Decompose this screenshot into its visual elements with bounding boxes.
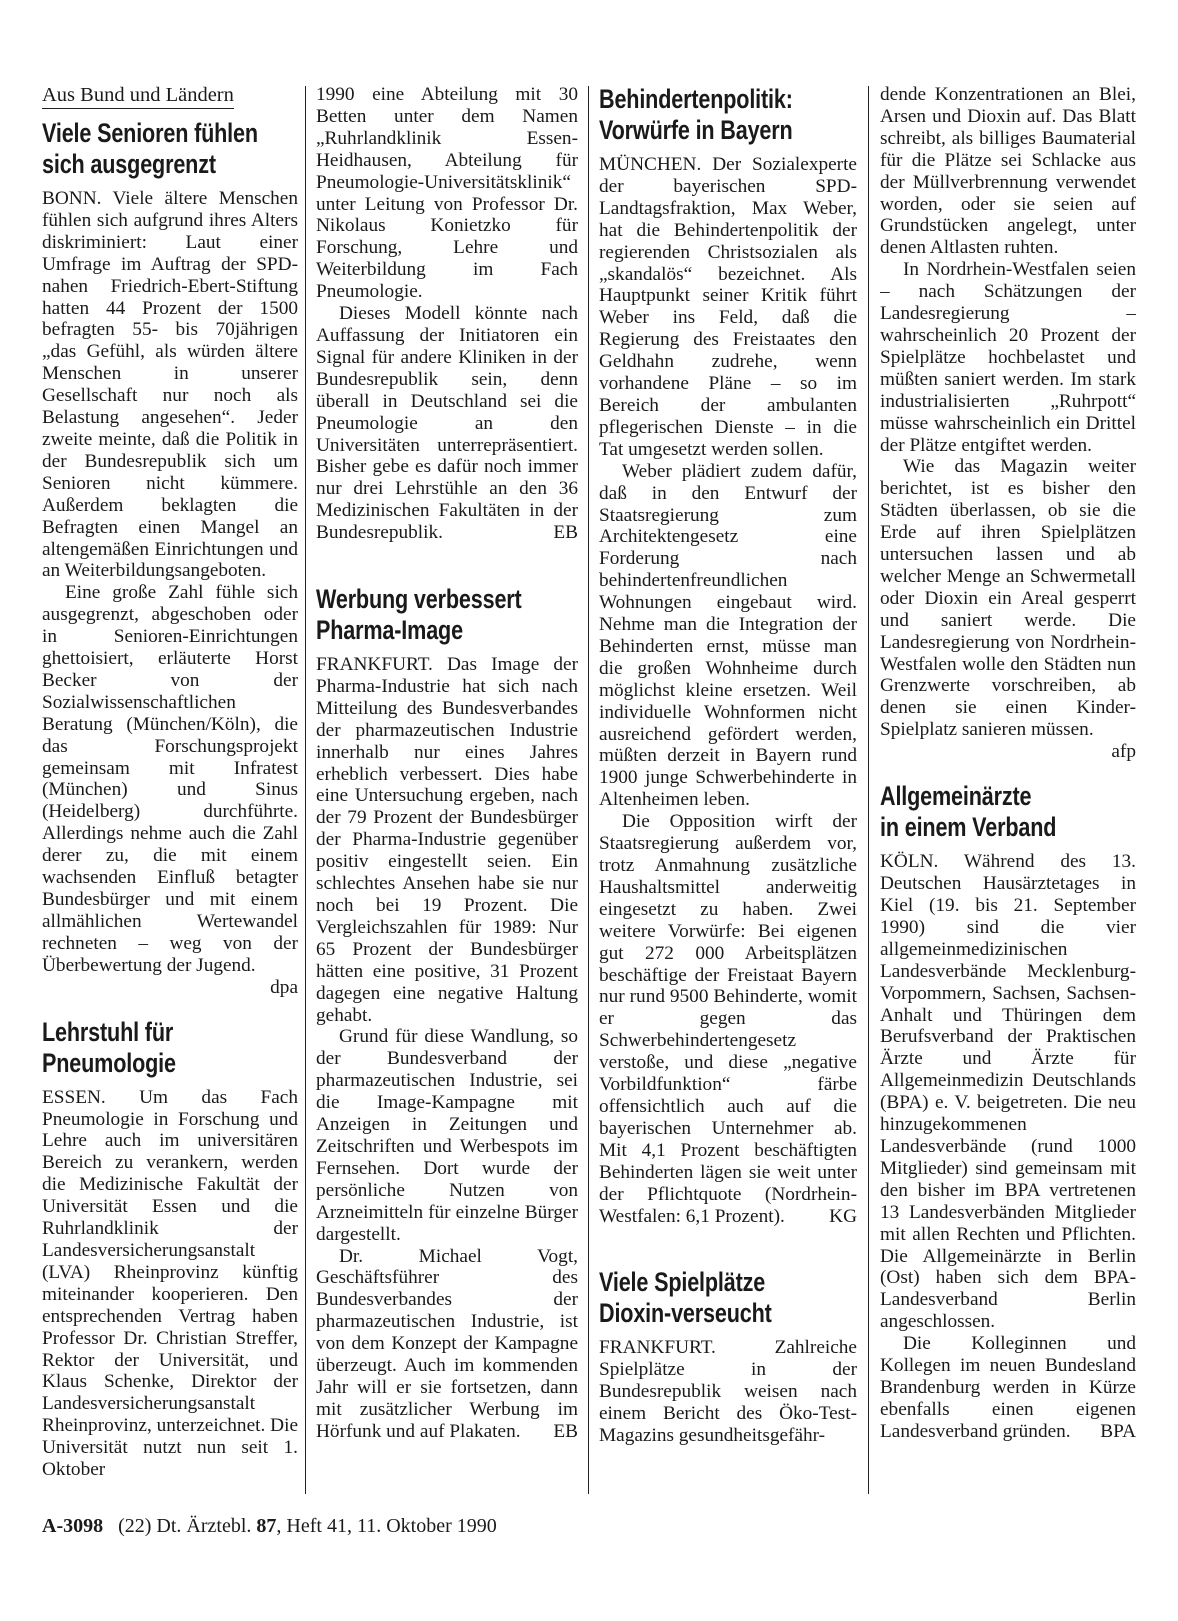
article-senioren: BONN. Viele ältere Menschen fühlen sich aufgrund ihres Alters diskriminiert: Laut einer Umfrage im Auftrag der SPD-nahen Friedrich-Ebert-Stiftung hatten 44 Prozent der 1500 befragten 55- bis 70jährigen „das Gefühl, als würden ältere Menschen in unserer Gesellschaft nur noch als Belastung angesehen“. Jeder zweite meinte, daß die Politik in der Bundesrepublik sich um Senioren nicht kümmere. Außerdem beklagten die Befragten einen Mangel an altengemäßen Einrichtungen und an Weiterbildungsangeboten. Eine große Zahl fühle sich ausgegrenzt, abgeschoben oder in Senioren-Einrichtungen ghettoisiert, erläuterte Horst Becker von der Sozialwissenschaftlichen Beratung (München/Köln), die das Forschungsprojekt gemeinsam mit Infratest (München) und Sinus (Heidelberg) durchführte. Allerdings nehme auch die Zahl derer zu, die mit einem wachsenden Einfluß betagter Bundesbürger und mit einem allmählichen Wertewandel rechneten – weg von der Überbewertung der Jugend. dpa <box>42 188 298 998</box>
volume-number: 87 <box>256 1515 277 1537</box>
issue-date: , Heft 41, 11. Oktober 1990 <box>276 1515 497 1537</box>
headline-pneumologie: Lehrstuhl für Pneumologie <box>42 1016 176 1078</box>
article-behinderte: MÜNCHEN. Der Sozialexperte der bayerischen SPD-Landtagsfraktion, Max Weber, hat die Behindertenpolitik der regierenden Christsozialen als „skandalös“ bezeichnet. Als Hauptpunkt seiner Kritik führt Weber ins Feld, daß die Regierung des Freistaates den Geldhahn zudrehe, wenn vorhandene Pläne – so im Bereich der ambulanten pflegerischen Dienste – in die Tat umgesetzt werden sollen. Weber plädiert zudem dafür, daß in den Entwurf der Staatsregierung zum Architektengesetz eine Forderung nach behindertenfreundlichen Wohnungen eingebaut wird. Nehme man die Integration der Behinderten ernst, müsse man die großen Wohnheime durch möglichst kleine ersetzen. Weil individuelle Wohnformen nicht ausreichend gefördert werden, müßten derzeit in Bayern rund 1900 junge Schwerbehinderte in Altenheimen leben. Die Opposition wirft der Staatsregierung außerdem vor, trotz Anmahnung zusätzliche Haushaltsmittel anderweitig eingesetzt zu haben. Zwei weitere Vorwürfe: Bei eigenen gut 272 000 Arbeitsplätzen beschäftige der Freistaat Bayern nur rund 9500 Behinderte, womit er gegen das Schwerbehindertengesetz verstoße, und diese „negative Vorbildfunktion“ färbe offensichtlich auch auf die bayerischen Unternehmer ab. Mit 4,1 Prozent beschäftigten Behinderten lägen sie weit unter der Pflichtquote (Nordrhein-Westfalen: 6,1 Prozent). KG <box>599 154 857 1227</box>
article-pneumologie-part1: ESSEN. Um das Fach Pneumologie in Forschung und Lehre auch im universitären Bereich zu verankern, werden die Medizinische Fakultät der Universität Essen und die Ruhrlandklinik der Landesversicherungsanstalt (LVA) Rheinprovinz künftig miteinander kooperieren. Den entsprechenden Vertrag haben Professor Dr. Christian Streffer, Rektor der Universität, und Klaus Schenke, Direktor der Landesversicherungsanstalt Rheinprovinz, unterzeichnet. Die Universität nutzt nun seit 1. Oktober <box>42 1086 298 1481</box>
signature: BPA <box>1100 1420 1136 1442</box>
column-rule-3 <box>868 86 869 1494</box>
signature: EB <box>553 522 578 544</box>
column-1 <box>42 84 298 1494</box>
column-rule-2 <box>588 86 589 1494</box>
article-spielplaetze-part1: FRANKFURT. Zahlreiche Spielplätze in der Bundesrepublik weisen nach einem Bericht des Öko-Test-Magazins gesundheitsgefähr- <box>599 1337 857 1447</box>
signature: afp <box>1111 741 1136 763</box>
journal-ref: (22) Dt. Ärztebl. <box>118 1515 252 1537</box>
section-label: Aus Bund und Ländern <box>42 84 234 109</box>
article-allgemeinaerzte: KÖLN. Während des 13. Deutschen Hausärztetages in Kiel (19. bis 21. September 1990) sind die vier allgemeinmedizinischen Landesverbände Mecklenburg-Vorpommern, Sachsen, Sachsen-Anhalt und Thüringen dem Berufsverband der Praktischen Ärzte und Ärzte für Allgemeinmedizin Deutschlands (BPA) e. V. beigetreten. Die neu hinzugekommenen Landesverbände (rund 1000 Mitglieder) sind gemeinsam mit den bisher im BPA vertretenen 13 Landesverbänden Mitglieder mit allen Rechten und Pflichten. Die Allgemeinärzte in Berlin (Ost) haben sich dem BPA-Landesverband Berlin angeschlossen. Die Kolleginnen und Kollegen im neuen Bundesland Brandenburg werden in Kürze ebenfalls einen eigenen Landesverband gründen. BPA <box>880 851 1136 1442</box>
column-4 <box>880 84 1136 1494</box>
signature: EB <box>553 1420 578 1442</box>
headline-behinderte: Behindertenpolitik: Vorwürfe in Bayern <box>599 84 793 145</box>
headline-senioren: Viele Senioren fühlen sich ausgegrenzt <box>42 118 258 179</box>
article-spielplaetze-part2: dende Konzentrationen an Blei, Arsen und Dioxin auf. Das Blatt schreibt, als billiges Baumaterial für die Plätze sei Schlacke aus der Müllverbrennung verwendet worden, oder sie seien auf Grundstücken angelegt, unter denen Altlasten ruhten. In Nordrhein-Westfalen seien – nach Schätzungen der Landesregierung – wahrscheinlich 20 Prozent der Spielplätze hochbelastet und müßten saniert werden. Im stark industrialisierten „Ruhrpott“ müsse wahrscheinlich ein Drittel der Plätze entgiftet werden. Wie das Magazin weiter berichtet, ist es bisher den Städten überlassen, ob sie die Erde auf ihren Spielplätzen untersuchen lassen und ab welcher Menge an Schwermetall oder Dioxin ein Areal gesperrt und saniert werde. Die Landesregierung von Nordrhein-Westfalen wolle den Städten nun Grenzwerte vorschreiben, ab denen sie einen Kinder-Spielplatz sanieren müssen. afp <box>880 84 1136 763</box>
page-number: A-3098 <box>42 1515 104 1537</box>
signature: KG <box>829 1205 857 1227</box>
signature: dpa <box>270 976 298 998</box>
page-footer <box>42 1515 497 1538</box>
headline-pharma: Werbung verbessert Pharma-Image <box>316 584 522 646</box>
headline-allgemeinaerzte: Allgemeinärzte in einem Verband <box>880 781 1057 843</box>
column-rule-1 <box>305 86 306 1494</box>
article-pharma: FRANKFURT. Das Image der Pharma-Industrie hat sich nach Mitteilung des Bundesverbandes der pharmazeutischen Industrie innerhalb nur eines Jahres erheblich verbessert. Dies habe eine Untersuchung ergeben, nach der 79 Prozent der Bundesbürger der Pharma-Industrie gegenüber positiv eingestellt seien. Ein schlechtes Ansehen habe sie nur noch bei 19 Prozent. Die Vergleichszahlen für 1989: Nur 65 Prozent der Bundesbürger hätten eine positive, 31 Prozent dagegen eine negative Haltung gehabt. Grund für diese Wandlung, so der Bundesverband der pharmazeutischen Industrie, sei die Image-Kampagne mit Anzeigen in Zeitungen und Zeitschriften und Werbespots im Fernsehen. Dort wurde der persönliche Nutzen von Arzneimitteln für einzelne Bürger dargestellt. Dr. Michael Vogt, Geschäftsführer des Bundesverbandes der pharmazeutischen Industrie, ist von dem Konzept der Kampagne überzeugt. Auch im kommenden Jahr will er sie fortsetzen, dann mit zusätzlicher Werbung im Hörfunk und auf Plakaten. EB <box>316 654 578 1442</box>
column-3 <box>599 84 857 1494</box>
article-pneumologie-part2: 1990 eine Abteilung mit 30 Betten unter dem Namen „Ruhrlandklinik Essen-Heidhausen, Abteilung für Pneumologie-Universitätsklinik“ unter Leitung von Professor Dr. Nikolaus Konietzko für Forschung, Lehre und Weiterbildung im Fach Pneumologie. Dieses Modell könnte nach Auffassung der Initiatoren ein Signal für andere Kliniken in der Bundesrepublik sein, denn überall in Deutschland sei die Pneumologie an den Universitäten unterrepräsentiert. Bisher gebe es dafür noch immer nur drei Lehrstühle an den 36 Medizinischen Fakultäten in der Bundesrepublik. EB <box>316 84 578 544</box>
column-2 <box>316 84 578 1494</box>
headline-spielplaetze: Viele Spielplätze Dioxin-verseucht <box>599 1267 772 1329</box>
